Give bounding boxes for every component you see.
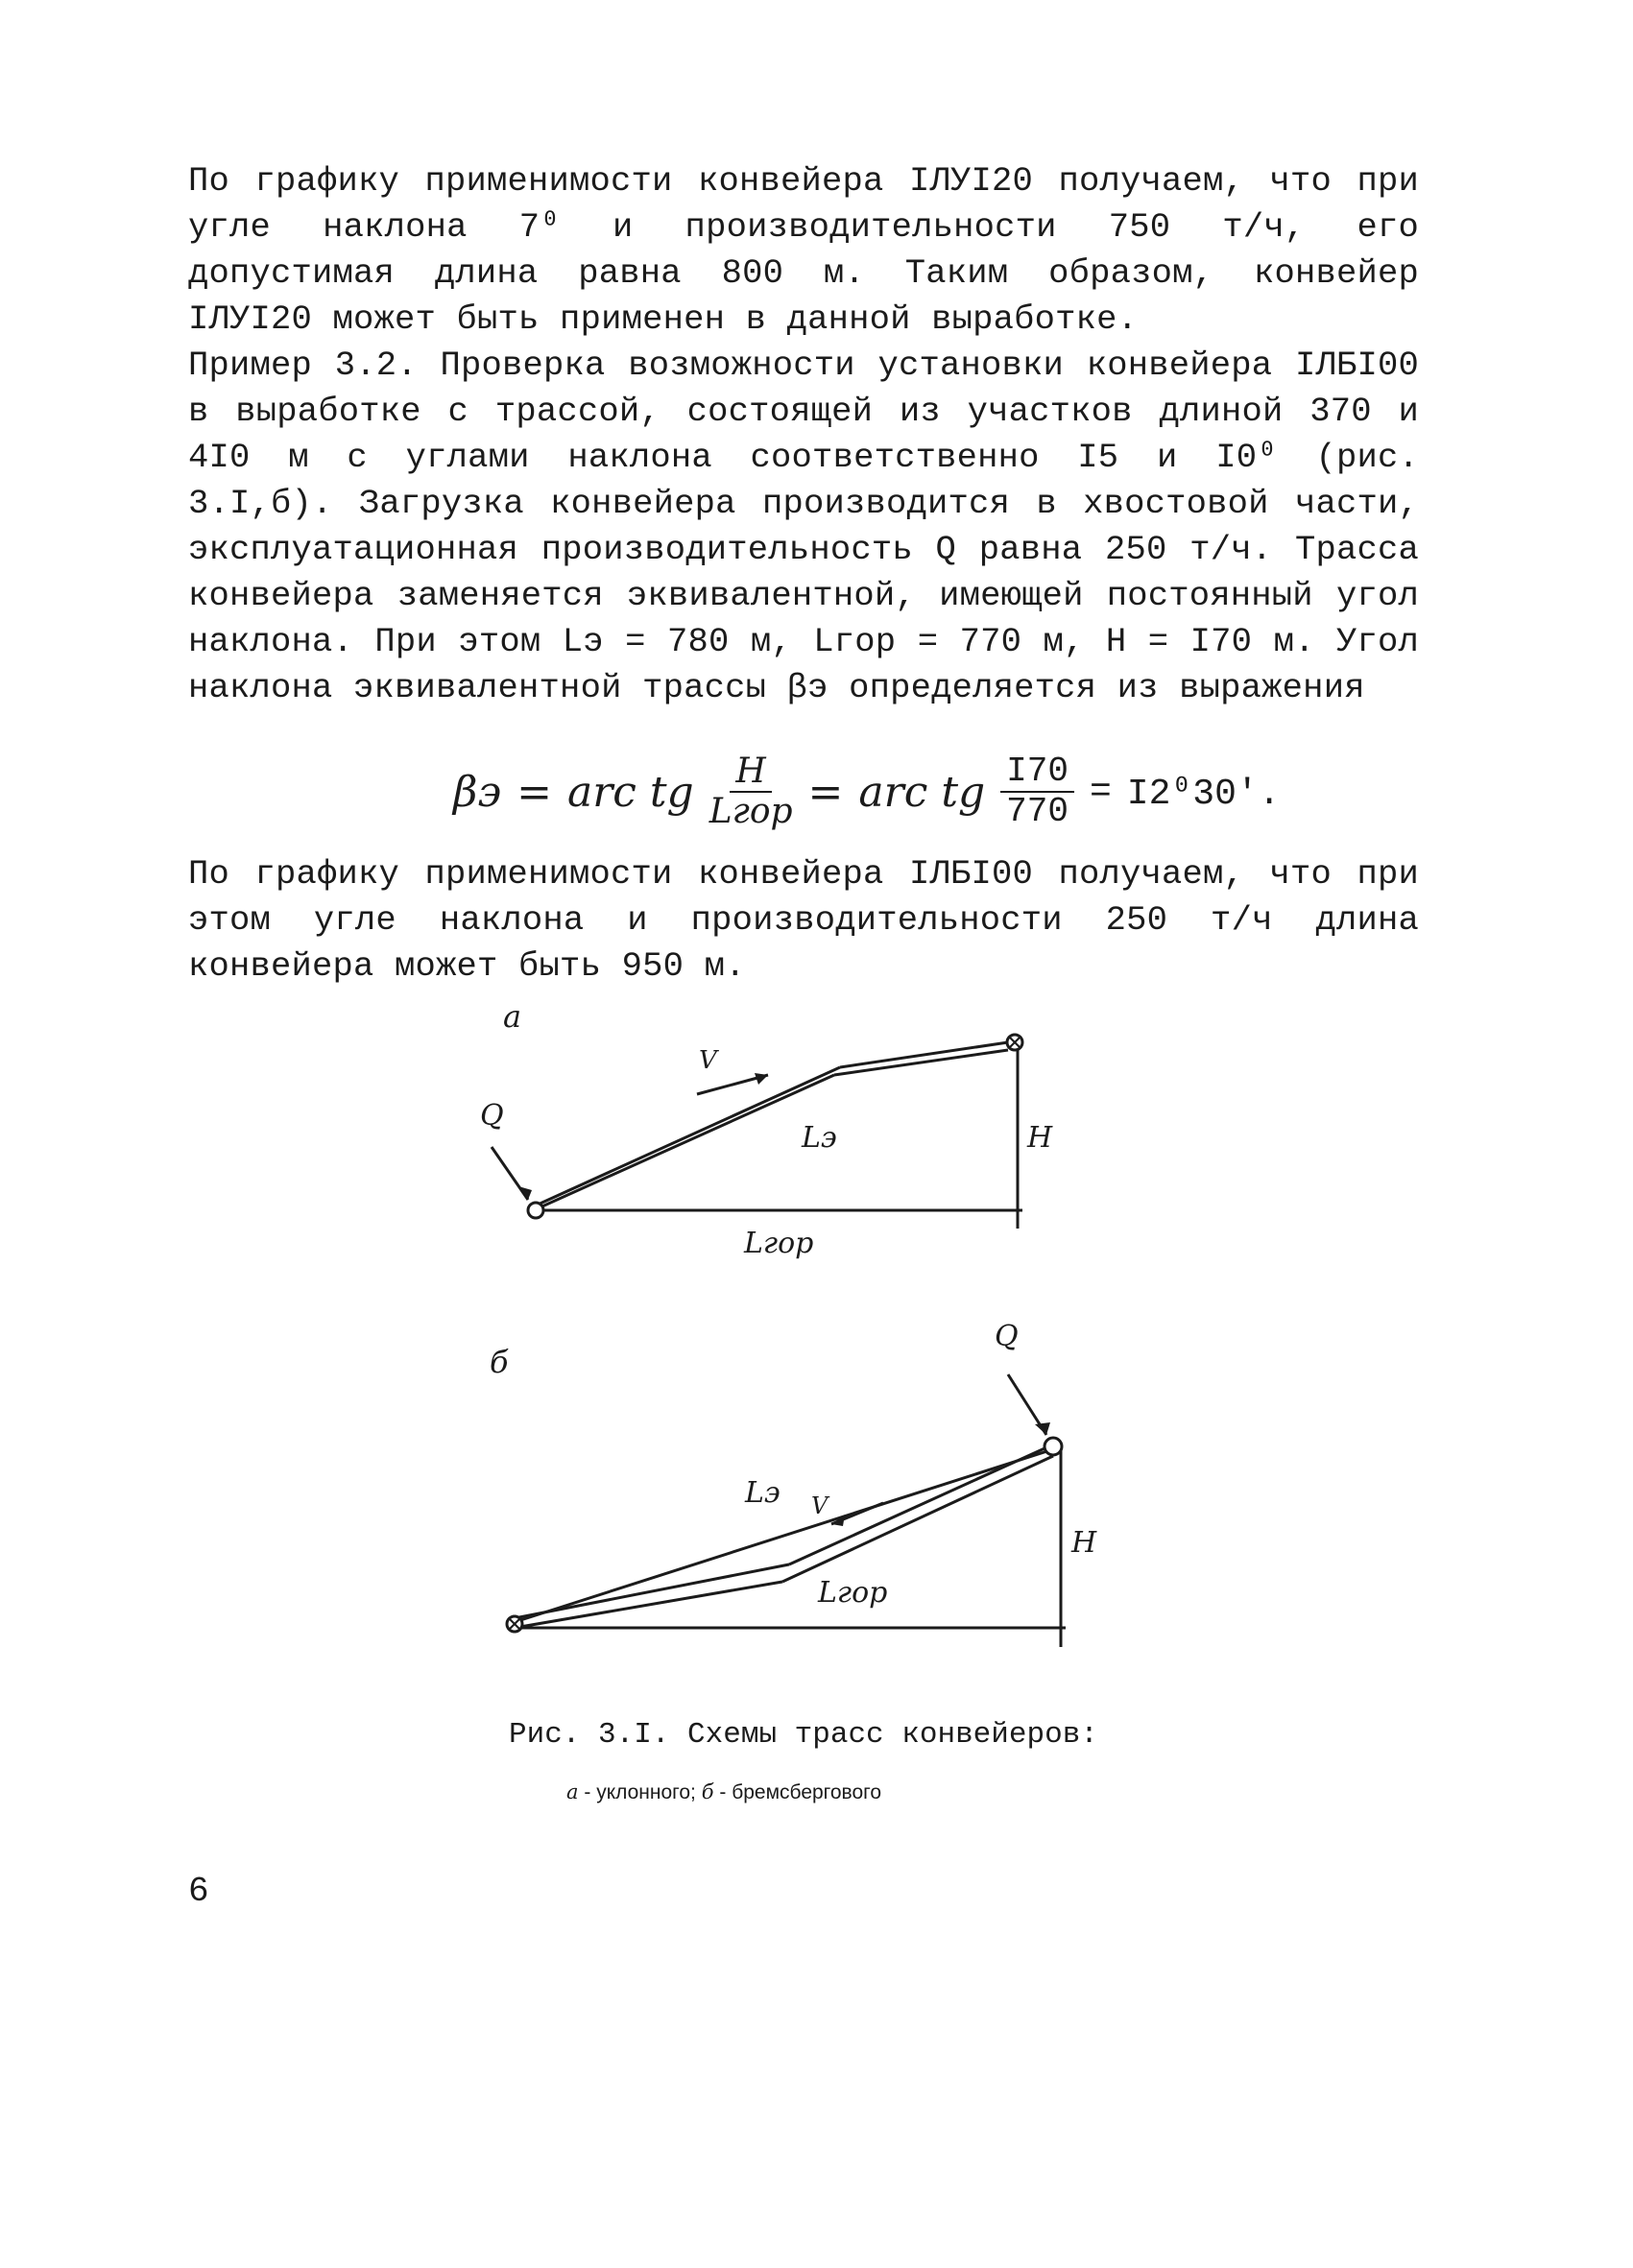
figure-b-speed-label: V (811, 1492, 829, 1519)
fraction-2-numerator: I70 (1000, 752, 1074, 793)
figure-a-load-label: Q (480, 1099, 504, 1133)
paragraph-3 (188, 851, 1419, 990)
formula-eq-3: = (1089, 771, 1112, 813)
formula-fraction-1 (709, 752, 793, 831)
figure-caption: Рис. 3.I. Схемы трасс конвейеров: (509, 1718, 1098, 1752)
caption-a-text: - уклонного; (578, 1781, 702, 1803)
figure-b-lower-belt-1 (515, 1582, 782, 1628)
figure-a-lower-belt-2 (834, 1050, 1008, 1075)
formula-fraction-2 (1000, 752, 1074, 831)
figure-b-horizontal-label: Lгор (818, 1576, 888, 1610)
angle-formula (453, 739, 1281, 845)
fraction-2-denominator: 770 (1006, 792, 1069, 831)
figure-b-load-label: Q (995, 1320, 1019, 1353)
caption-b-text: - бремсбергового (713, 1781, 882, 1803)
page-number: 6 (188, 1872, 209, 1911)
figure-a-upper-belt (536, 1067, 840, 1206)
figure-b-height-label: H (1071, 1526, 1097, 1560)
paragraph-3-text: По графику применимости конвейера IЛБI00 получаем, что при этом угле наклона и производительности 250 т/ч длина конвейера может быть 950 м. (188, 854, 1419, 986)
figure-a-horizontal-label: Lгор (744, 1227, 814, 1260)
figure-b-brake-route (442, 1320, 1114, 1670)
paragraph-2 (188, 343, 1419, 711)
figure-a-lower-belt (536, 1075, 834, 1209)
paragraph-1 (188, 158, 1419, 343)
formula-eq-1: = (516, 767, 552, 817)
figure-a-equiv-label: Lэ (802, 1121, 837, 1155)
figure-a-speed-arrowhead (755, 1073, 768, 1085)
paragraph-1-text: По графику применимости конвейера IЛУI20 получаем, что при угле наклона 7⁰ и производительности 750 т/ч, его допустимая длина равна 800 м. Таким образом, конвейер IЛУI20 может быть применен в данной выработке. (188, 161, 1419, 339)
formula-result: I2⁰30′. (1126, 773, 1281, 815)
formula-func-1: arc tg (566, 767, 694, 817)
figure-b-load-arrowhead (1035, 1422, 1050, 1435)
figure-caption-legend (566, 1780, 881, 1804)
formula-eq-2: = (807, 767, 844, 817)
fraction-1-numerator: H (730, 752, 771, 793)
figure-b-label: б (490, 1344, 509, 1380)
figure-a-label: а (503, 998, 522, 1035)
formula-func-2: arc tg (858, 767, 986, 817)
figure-a-tail-pulley (528, 1203, 543, 1218)
caption-a-letter: а (566, 1780, 579, 1803)
figure-b-equiv-label: Lэ (745, 1476, 780, 1510)
figure-b-equiv-line (515, 1449, 1053, 1622)
figure-a-incline-route (442, 998, 1056, 1286)
formula-lhs: βэ (453, 767, 502, 817)
fraction-1-denominator: Lгор (708, 792, 793, 831)
figure-a-height-label: H (1027, 1121, 1053, 1155)
caption-b-letter: б (701, 1780, 714, 1803)
paragraph-2-text: Пример 3.2. Проверка возможности установки конвейера IЛБI00 в выработке с трассой, состоящей из участков длиной 370 и 4I0 м с углами наклона соответственно I5 и I0⁰ (рис. 3.I,б). Загрузка конвейера производится в хвостовой части, эксплуатационная производительность Q равна 250 т/ч. Трасса конвейера заменяется эквивалентной, имеющей постоянный угол наклона. При этом Lэ = 780 м, Lгор = 770 м, H = I70 м. Угол наклона эквивалентной трассы βэ определяется из выражения (188, 346, 1419, 707)
figure-b-head-pulley (1045, 1438, 1062, 1455)
figure-a-speed-label: V (699, 1046, 717, 1075)
